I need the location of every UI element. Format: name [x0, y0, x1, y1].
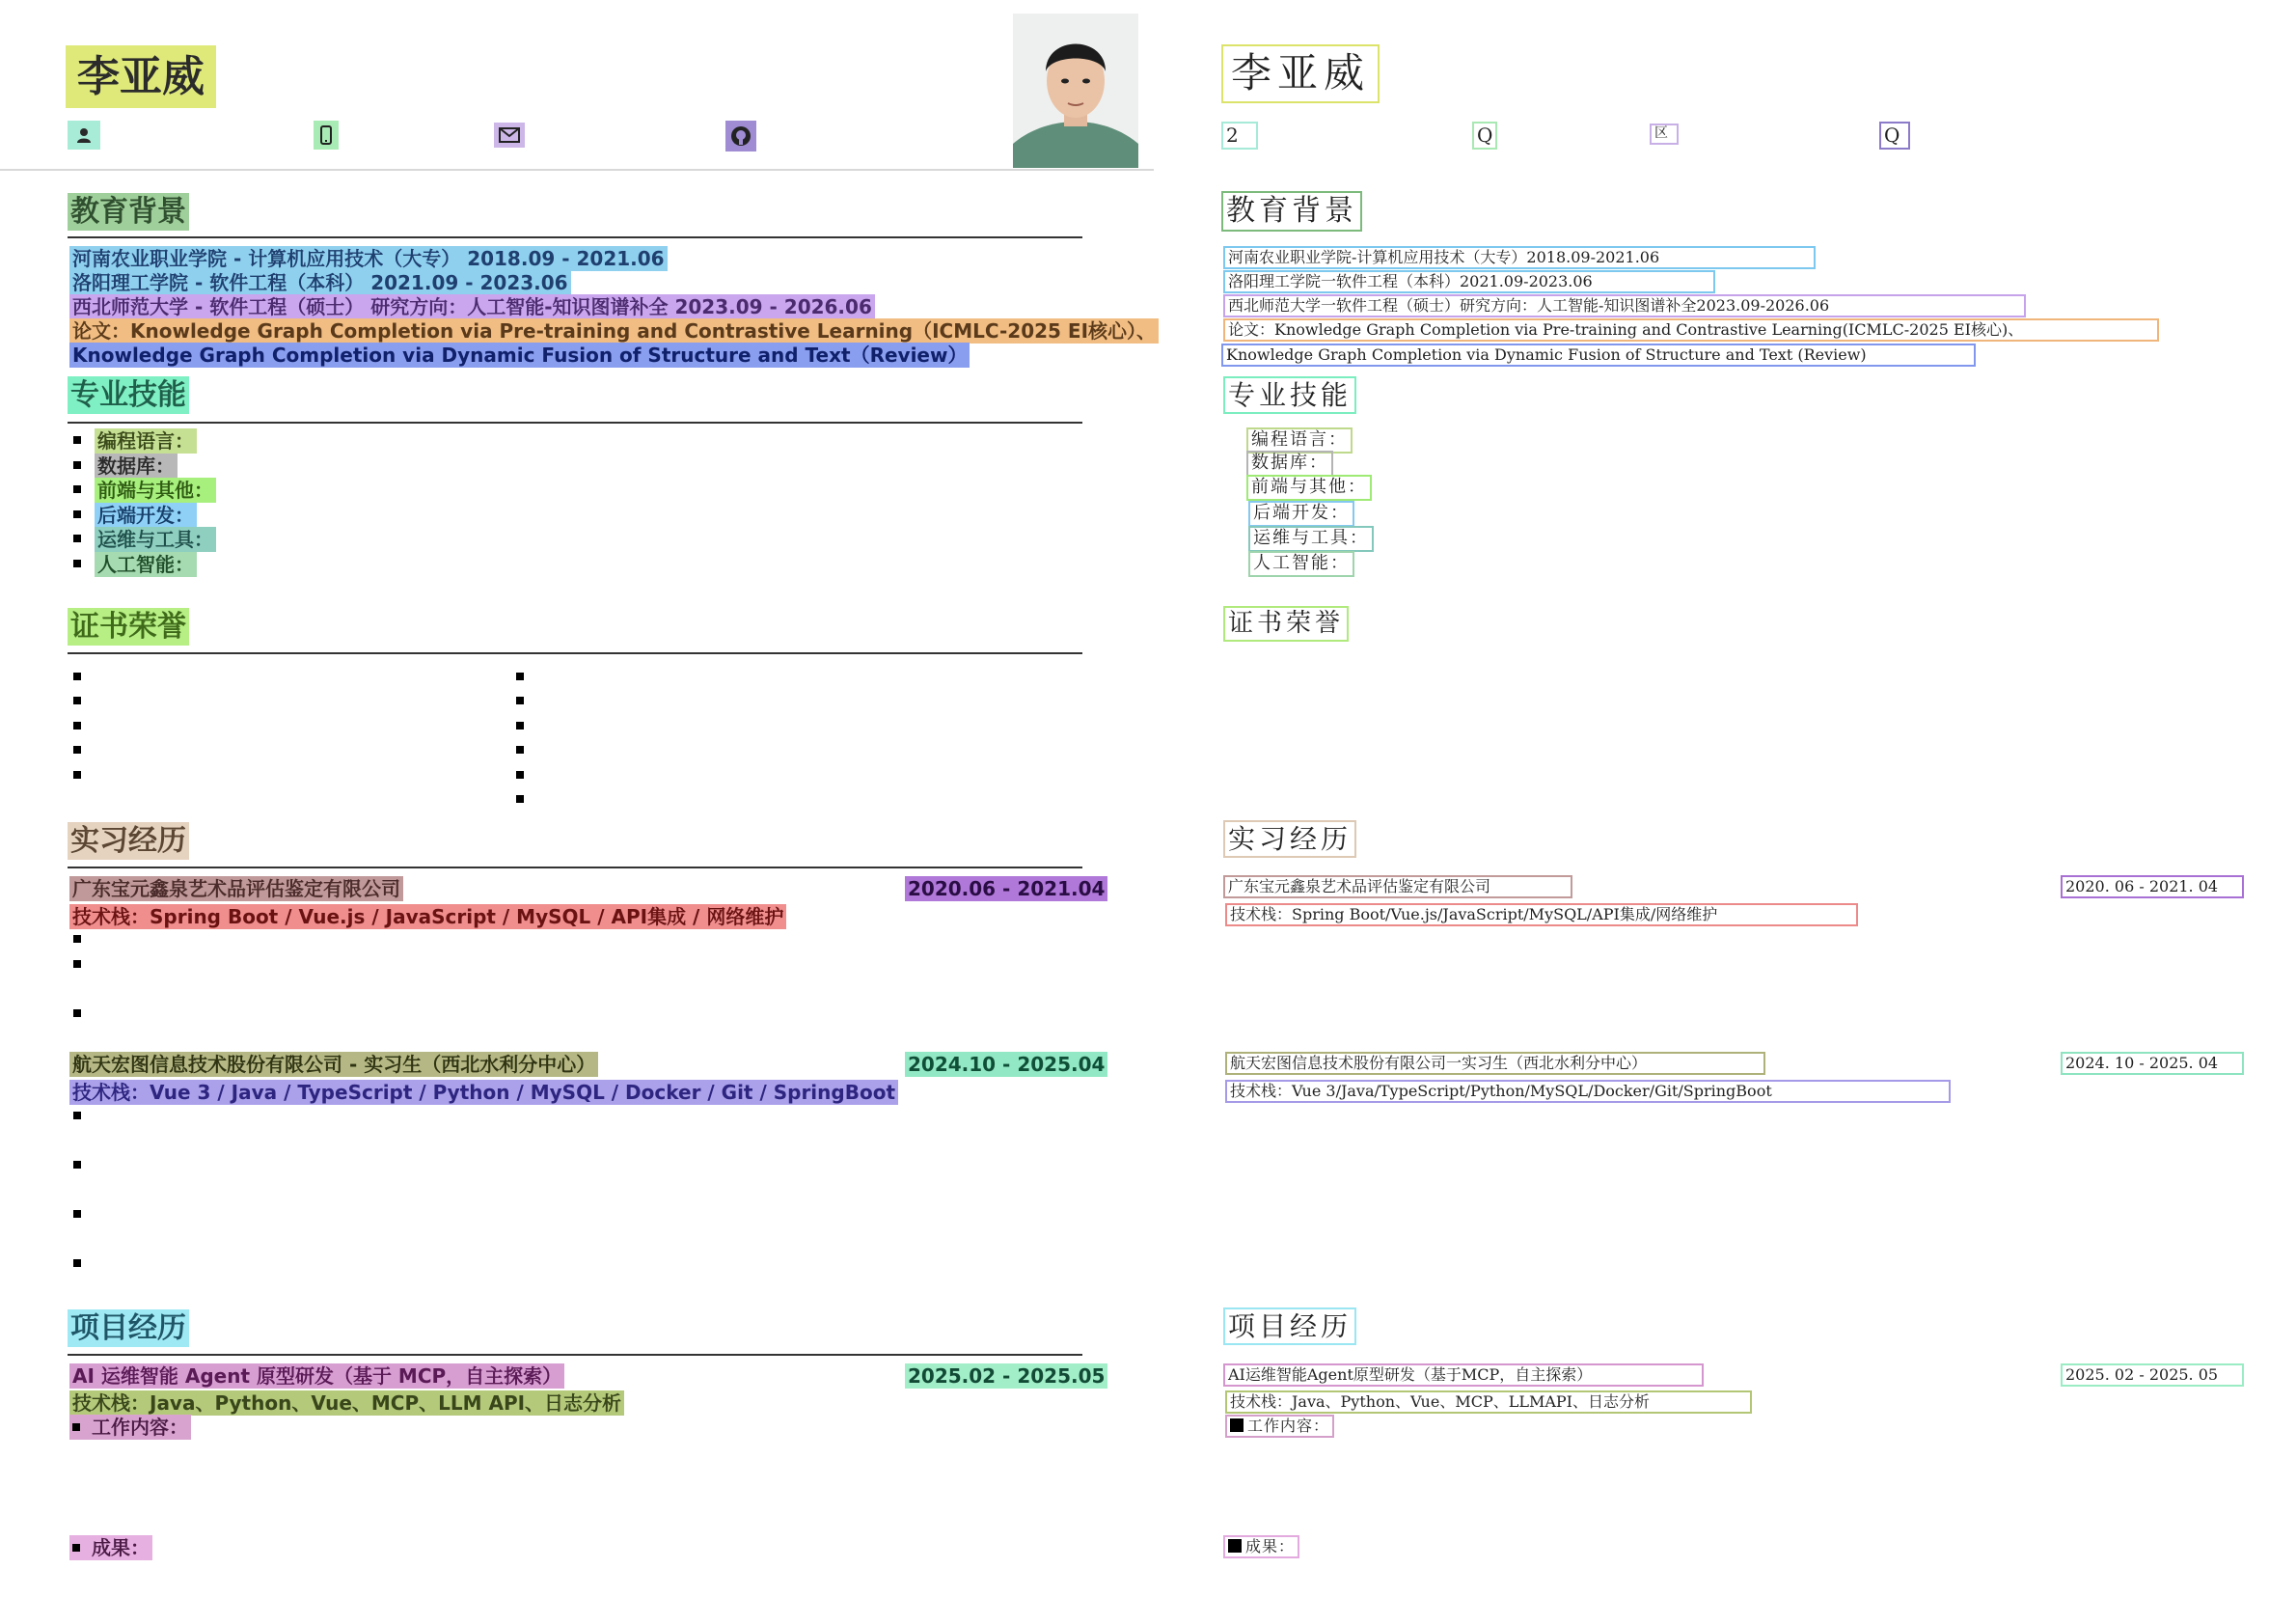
section-title-certs: 证书荣誉 [68, 608, 189, 646]
skill-label-5: 运维与工具： [95, 527, 216, 552]
bullet [73, 1009, 81, 1017]
phone-icon [314, 121, 339, 150]
r-skill-3: 前端与其他： [1246, 475, 1372, 501]
r-section-title-certs: 证书荣誉 [1223, 606, 1349, 642]
skills-rule [68, 422, 1082, 424]
edu-line-5: Knowledge Graph Completion via Dynamic Fusion of Structure and Text（Review） [69, 343, 970, 368]
r-section-title-skills: 专业技能 [1223, 376, 1356, 414]
job-1-date: 2020.06 - 2021.04 [905, 876, 1107, 901]
job-1-company: 广东宝元鑫泉艺术品评估鉴定有限公司 [69, 876, 403, 901]
project-work-text: 工作内容： [92, 1416, 188, 1439]
resume-ocr-panel [1154, 0, 2296, 1624]
skill-label-3: 前端与其他： [95, 478, 216, 503]
r-contact-2: Q [1472, 122, 1497, 150]
bullet [73, 935, 81, 943]
r-edu-line-1: 河南农业职业学院-计算机应用技术（大专）2018.09-2021.06 [1223, 246, 1816, 269]
r-project-name: AI运维智能Agent原型研发（基于MCP，自主探索） [1223, 1363, 1704, 1387]
job-2-stack: 技术栈：Vue 3 / Java / TypeScript / Python / MySQL / Docker / Git / SpringBoot [69, 1080, 898, 1105]
r-candidate-name: 李亚威 [1221, 44, 1380, 103]
r-contact-4: Q [1879, 122, 1910, 150]
candidate-name: 李亚威 [66, 45, 216, 108]
skill-label-1: 编程语言： [95, 428, 197, 454]
r-job-1-stack: 技术栈：Spring Boot/Vue.js/JavaScript/MySQL/API集成/网络维护 [1225, 903, 1858, 926]
bullet [73, 510, 81, 518]
email-icon [494, 123, 525, 148]
r-skill-6: 人工智能： [1248, 551, 1354, 577]
bullet [516, 746, 524, 754]
section-title-skills: 专业技能 [68, 376, 189, 414]
bullet [73, 1161, 81, 1169]
person-icon [68, 121, 100, 150]
r-project-stack: 技术栈：Java、Python、Vue、MCP、LLMAPI、日志分析 [1225, 1390, 1752, 1414]
r-project-date: 2025. 02 - 2025. 05 [2061, 1363, 2244, 1387]
project-stack: 技术栈：Java、Python、Vue、MCP、LLM API、日志分析 [69, 1390, 624, 1416]
project-date: 2025.02 - 2025.05 [905, 1363, 1107, 1389]
bullet [73, 560, 81, 567]
r-job-2-company: 航天宏图信息技术股份有限公司一实习生（西北水利分中心） [1225, 1052, 1765, 1075]
bullet [73, 1259, 81, 1267]
r-project-work [1225, 1415, 1334, 1438]
internship-rule [68, 867, 1082, 868]
bullet [73, 461, 81, 469]
job-1-stack: 技术栈：Spring Boot / Vue.js / JavaScript / MySQL / API集成 / 网络维护 [69, 904, 786, 929]
r-edu-line-5: Knowledge Graph Completion via Dynamic Fusion of Structure and Text (Review) [1221, 344, 1976, 367]
bullet [516, 771, 524, 779]
job-2-company: 航天宏图信息技术股份有限公司 - 实习生（西北水利分中心） [69, 1052, 598, 1077]
project-name: AI 运维智能 Agent 原型研发（基于 MCP，自主探索） [69, 1363, 564, 1389]
project-work-label [69, 1415, 191, 1440]
github-icon [725, 121, 756, 151]
bullet [73, 771, 81, 779]
profile-photo [1013, 14, 1138, 168]
edu-line-2: 洛阳理工学院 - 软件工程（本科） 2021.09 - 2023.06 [69, 270, 571, 295]
certs-rule [68, 652, 1082, 654]
bullet [73, 746, 81, 754]
bullet [73, 436, 81, 444]
r-edu-line-4: 论文：Knowledge Graph Completion via Pre-training and Contrastive Learning(ICMLC-2025 EI核心)、 [1223, 318, 2159, 342]
section-title-internship: 实习经历 [68, 822, 189, 860]
header-divider [0, 169, 1154, 171]
edu-line-3: 西北师范大学 - 软件工程（硕士） 研究方向：人工智能-知识图谱补全 2023.09 - 2026.06 [69, 294, 875, 319]
r-contact-1: 2 [1221, 122, 1258, 150]
bullet [516, 722, 524, 729]
job-2-date: 2024.10 - 2025.04 [905, 1052, 1107, 1077]
r-project-result [1223, 1535, 1299, 1558]
bullet [73, 697, 81, 704]
section-title-projects: 项目经历 [68, 1309, 189, 1347]
r-skill-1: 编程语言： [1246, 427, 1353, 454]
projects-rule [68, 1354, 1082, 1356]
bullet [73, 960, 81, 968]
r-job-2-stack: 技术栈：Vue 3/Java/TypeScript/Python/MySQL/Docker/Git/SpringBoot [1225, 1080, 1951, 1103]
r-skill-2: 数据库： [1246, 451, 1333, 477]
section-title-education: 教育背景 [68, 193, 189, 231]
r-edu-line-3: 西北师范大学一软件工程（硕士）研究方向：人工智能-知识图谱补全2023.09-2026.06 [1223, 294, 2026, 317]
r-skill-4: 后端开发： [1248, 501, 1354, 527]
bullet [73, 1112, 81, 1119]
bullet [73, 485, 81, 493]
r-skill-5: 运维与工具： [1248, 526, 1374, 552]
r-job-1-company: 广东宝元鑫泉艺术品评估鉴定有限公司 [1223, 875, 1572, 898]
r-project-work-text: 工作内容： [1247, 1417, 1330, 1435]
education-rule [68, 236, 1082, 238]
bullet [73, 722, 81, 729]
edu-line-4: 论文：Knowledge Graph Completion via Pre-training and Contrastive Learning（ICMLC-2025 EI核心）、 [69, 318, 1159, 344]
skill-label-2: 数据库： [95, 454, 178, 479]
r-project-result-text: 成果： [1245, 1537, 1296, 1555]
r-section-title-internship: 实习经历 [1223, 820, 1356, 858]
bullet [516, 673, 524, 680]
r-job-2-date: 2024. 10 - 2025. 04 [2061, 1052, 2244, 1075]
project-result-text: 成果： [92, 1536, 150, 1559]
bullet [73, 535, 81, 542]
bullet [73, 1210, 81, 1218]
bullet [516, 795, 524, 803]
skill-label-6: 人工智能： [95, 552, 197, 577]
bullet [73, 673, 81, 680]
r-job-1-date: 2020. 06 - 2021. 04 [2061, 875, 2244, 898]
r-section-title-education: 教育背景 [1221, 191, 1362, 232]
r-edu-line-2: 洛阳理工学院一软件工程（本科）2021.09-2023.06 [1223, 270, 1715, 293]
bullet [516, 697, 524, 704]
project-result-label [69, 1535, 152, 1560]
edu-line-1: 河南农业职业学院 - 计算机应用技术（大专） 2018.09 - 2021.06 [69, 246, 668, 271]
r-section-title-projects: 项目经历 [1223, 1307, 1356, 1345]
skill-label-4: 后端开发： [95, 503, 197, 528]
r-contact-3: 区 [1650, 124, 1679, 145]
